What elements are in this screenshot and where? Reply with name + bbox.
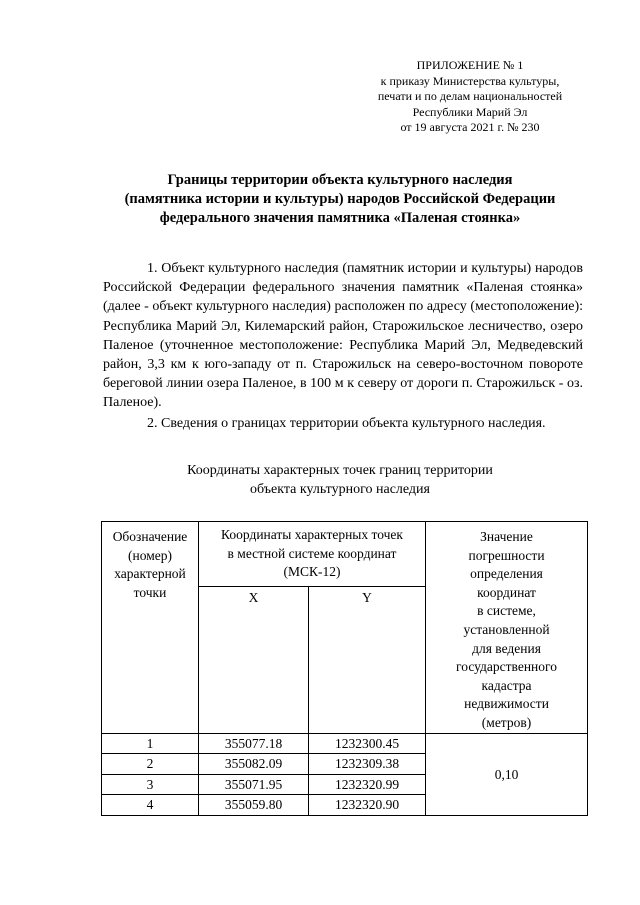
cell-x: 355071.95 xyxy=(199,774,309,795)
paragraph-boundaries-info: 2. Сведения о границах территории объекта культурного наследия. xyxy=(147,416,546,431)
header-text: государственного xyxy=(456,659,557,675)
header-text: точки xyxy=(133,584,167,600)
header-text: определения xyxy=(470,566,543,582)
cell-point-number: 2 xyxy=(102,754,199,775)
cell-error-value: 0,10 xyxy=(426,733,588,815)
document-title-line: (памятника истории и культуры) народов Российской Федерации xyxy=(124,191,556,207)
cell-point-number: 3 xyxy=(102,774,199,795)
header-y: Y xyxy=(309,586,426,733)
header-text: Обозначение xyxy=(112,529,188,544)
paragraph-object-location: 1. Объект культурного наследия (памятник истории и культуры) народов Российской Федерации федерального значения памятник «Паленая стоянка» (далее - объект культурного наследия) расположен по адресу (местоположение): Республика Марий Эл, Килемарский район, Старожильское лесничество, озеро Паленое (уточненное местоположение: Республика Марий Эл, Медведевский район, 3,3 км к юго-западу от п. Старожильск на северо-восточном повороте береговой линии озера Паленое, в 100 м к северу от дороги п. Старожильск - оз. Паленое). xyxy=(103,261,583,411)
header-text: (МСК-12) xyxy=(283,564,341,580)
header-text: в местной системе координат xyxy=(227,545,397,561)
document-title-line: федерального значения памятника «Паленая стоянка» xyxy=(159,210,521,226)
annex-date-line: от 19 августа 2021 г. № 230 xyxy=(400,120,540,134)
coordinates-title xyxy=(90,461,590,499)
cell-x: 355082.09 xyxy=(199,754,309,775)
cell-y: 1232320.90 xyxy=(309,795,426,816)
cell-y: 1232320.99 xyxy=(309,774,426,795)
header-text: характерной xyxy=(114,566,186,582)
header-x: X xyxy=(199,586,309,733)
cell-y: 1232309.38 xyxy=(309,754,426,775)
header-error-value xyxy=(426,522,588,734)
cell-y: 1232300.45 xyxy=(309,733,426,754)
table-row xyxy=(102,733,588,754)
header-text: Координаты характерных точек xyxy=(221,527,403,542)
header-text: координат xyxy=(477,584,536,600)
cell-x: 355059.80 xyxy=(199,795,309,816)
header-text: кадастра xyxy=(481,677,532,693)
coordinates-title-line: Координаты характерных точек границ территории xyxy=(187,463,493,478)
header-coordinates xyxy=(199,522,426,587)
header-text: установленной xyxy=(463,621,550,637)
header-text: погрешности xyxy=(468,547,545,563)
coordinates-table xyxy=(101,521,588,816)
annex-republic-line: Республики Марий Эл xyxy=(412,104,528,119)
annex-block xyxy=(350,58,590,136)
header-point-designation xyxy=(102,522,199,734)
header-text: Значение xyxy=(480,529,533,544)
header-text: (метров) xyxy=(481,714,532,730)
coordinates-title-line: объекта культурного наследия xyxy=(250,482,430,497)
header-text: в системе, xyxy=(477,603,536,619)
annex-title: ПРИЛОЖЕНИЕ № 1 xyxy=(416,58,524,72)
document-title-line: Границы территории объекта культурного наследия xyxy=(167,172,513,188)
document-title xyxy=(90,171,590,228)
annex-ministry-line: печати и по делам национальностей xyxy=(377,89,563,103)
cell-point-number: 1 xyxy=(102,733,199,754)
header-text: для ведения xyxy=(472,640,541,656)
cell-x: 355077.18 xyxy=(199,733,309,754)
header-text: (номер) xyxy=(128,547,172,563)
cell-point-number: 4 xyxy=(102,795,199,816)
header-text: недвижимости xyxy=(464,696,549,712)
annex-order-line: к приказу Министерства культуры, xyxy=(380,73,560,88)
